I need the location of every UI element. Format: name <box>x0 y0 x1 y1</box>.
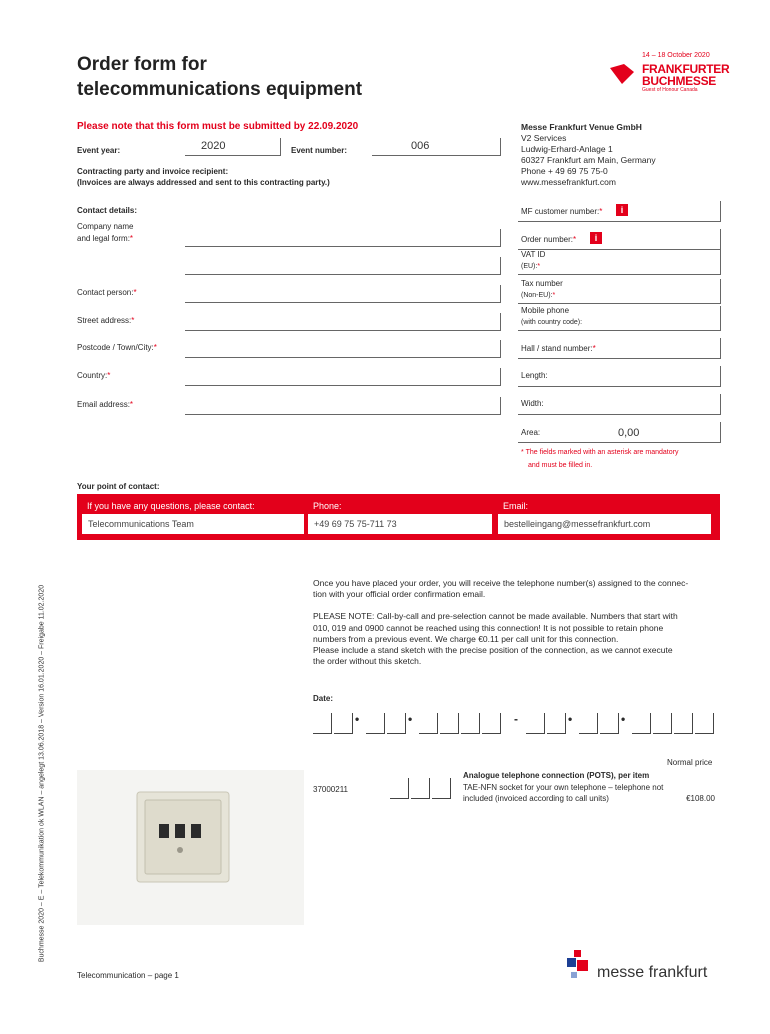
hall-stand-field[interactable]: Hall / stand number:* <box>518 338 721 359</box>
point-of-contact-heading: Your point of contact: <box>77 482 160 491</box>
product-image <box>77 770 304 925</box>
date-digit-y1[interactable] <box>419 713 438 734</box>
phone-value[interactable]: +49 69 75 75-711 73 <box>308 514 492 534</box>
event-year-label: Event year: <box>77 146 121 155</box>
quantity-digit-1[interactable] <box>390 778 409 799</box>
order-info-text: Once you have placed your order, you will receive the telephone number(s) assigned to the connec- tion with your official order confirmation email. PLEASE NOTE: Call-by-call and pre-selection cannot be made available. Numbers that start with 010, 019 and 0900 cannot be reached using this connection! It is not possible to retain phone numbers from a previous event. We charge €0.11 per call unit for this connection. Please include a stand sketch with the precise position of the connection, as we cannot execute the order without this sketch. <box>313 578 689 667</box>
quantity-digit-3[interactable] <box>432 778 451 799</box>
page-footer: Telecommunication – page 1 <box>77 971 179 980</box>
date2-digit-y4[interactable] <box>695 713 714 734</box>
contact-person-label: Contact person:* <box>77 288 137 297</box>
date-digit-y3[interactable] <box>461 713 480 734</box>
date2-digit-d2[interactable] <box>547 713 566 734</box>
email-address-label: Email address:* <box>77 400 134 409</box>
event-number-label: Event number: <box>291 146 348 155</box>
date2-digit-m2[interactable] <box>600 713 619 734</box>
width-field[interactable]: Width: <box>518 394 721 415</box>
event-year-field[interactable]: 2020 <box>185 138 281 156</box>
tax-number-field[interactable]: Tax number (Non-EU):* <box>518 279 721 304</box>
questions-value: Telecommunications Team <box>82 514 304 534</box>
date-separator: • <box>568 712 573 726</box>
postcode-label: Postcode / Town/City:* <box>77 343 157 352</box>
date-label: Date: <box>313 694 334 703</box>
email-value[interactable]: bestelleingang@messefrankfurt.com <box>498 514 711 534</box>
date-digit-m1[interactable] <box>366 713 385 734</box>
vat-id-field[interactable]: VAT ID (EU):* <box>518 250 721 275</box>
date2-digit-y1[interactable] <box>632 713 651 734</box>
venue-address: Messe Frankfurt Venue GmbH V2 Services Ludwig-Erhard-Anlage 1 60327 Frankfurt am Main, Germany Phone + 49 69 75 75-0 www.messefrankfurt.com <box>521 122 656 187</box>
contracting-party-note: Contracting party and invoice recipient: (Invoices are always addressed and sent to this contracting party.) <box>77 167 330 187</box>
brand-squares-icon <box>565 950 593 982</box>
price-header: Normal price <box>667 758 713 767</box>
messe-frankfurt-logo: messe frankfurt <box>565 950 725 986</box>
date-digit-d2[interactable] <box>334 713 353 734</box>
length-field[interactable]: Length: <box>518 366 721 387</box>
date-separator: • <box>621 712 626 726</box>
company-name-field-line2[interactable] <box>185 257 501 275</box>
street-address-label: Street address:* <box>77 316 135 325</box>
product-price: €108.00 <box>686 794 715 803</box>
company-name-label: Company name and legal form:* <box>77 222 134 243</box>
order-number-field[interactable]: Order number:* i <box>518 229 721 250</box>
postcode-field[interactable] <box>185 340 501 358</box>
company-name-field[interactable] <box>185 229 501 247</box>
date2-digit-m1[interactable] <box>579 713 598 734</box>
logo-mark-icon <box>610 64 634 84</box>
product-description: Analogue telephone connection (POTS), per item TAE-NFN socket for your own telephone – telephone not included (invoiced according to call units) €108.00 <box>463 771 715 803</box>
telephone-socket-icon <box>77 770 304 925</box>
info-icon[interactable]: i <box>590 232 602 244</box>
event-number-field[interactable]: 006 <box>372 138 501 156</box>
contact-details-heading: Contact details: <box>77 206 138 215</box>
country-field[interactable] <box>185 368 501 386</box>
info-icon[interactable]: i <box>616 204 628 216</box>
mf-customer-number-field[interactable]: MF customer number:* i <box>518 201 721 222</box>
page-title: Order form for telecommunications equipment <box>77 54 363 100</box>
area-field[interactable]: Area: 0,00 <box>518 422 721 443</box>
article-number: 37000211 <box>313 785 348 794</box>
date2-digit-y2[interactable] <box>653 713 672 734</box>
email-label: Email: <box>503 501 529 511</box>
buchmesse-logo: 14 – 18 October 2020 FRANKFURTER BUCHMESSE Guest of Honour Canada <box>610 52 722 98</box>
date-range-dash: - <box>514 712 518 726</box>
date-digit-y4[interactable] <box>482 713 501 734</box>
date2-digit-d1[interactable] <box>526 713 545 734</box>
street-address-field[interactable] <box>185 313 501 331</box>
version-side-text: Buchmesse 2020 – E – Telekommunikation ok WLAN – angelegt 13.06.2018 – Version 16.01.2020 – Freigabe 11.02.2020 <box>38 584 46 963</box>
date-digit-d1[interactable] <box>313 713 332 734</box>
date-separator: • <box>355 712 360 726</box>
mandatory-note: * The fields marked with an asterisk are mandatory and must be filled in. <box>521 449 679 469</box>
questions-label: If you have any questions, please contact: <box>87 501 255 511</box>
deadline-notice: Please note that this form must be submitted by 22.09.2020 <box>77 121 359 132</box>
email-address-field[interactable] <box>185 397 501 415</box>
contact-person-field[interactable] <box>185 285 501 303</box>
date-digit-m2[interactable] <box>387 713 406 734</box>
mobile-phone-field[interactable]: Mobile phone (with country code): <box>518 306 721 331</box>
date-separator: • <box>408 712 413 726</box>
quantity-digit-2[interactable] <box>411 778 430 799</box>
date2-digit-y3[interactable] <box>674 713 693 734</box>
date-digit-y2[interactable] <box>440 713 459 734</box>
phone-label: Phone: <box>313 501 342 511</box>
country-label: Country:* <box>77 371 111 380</box>
